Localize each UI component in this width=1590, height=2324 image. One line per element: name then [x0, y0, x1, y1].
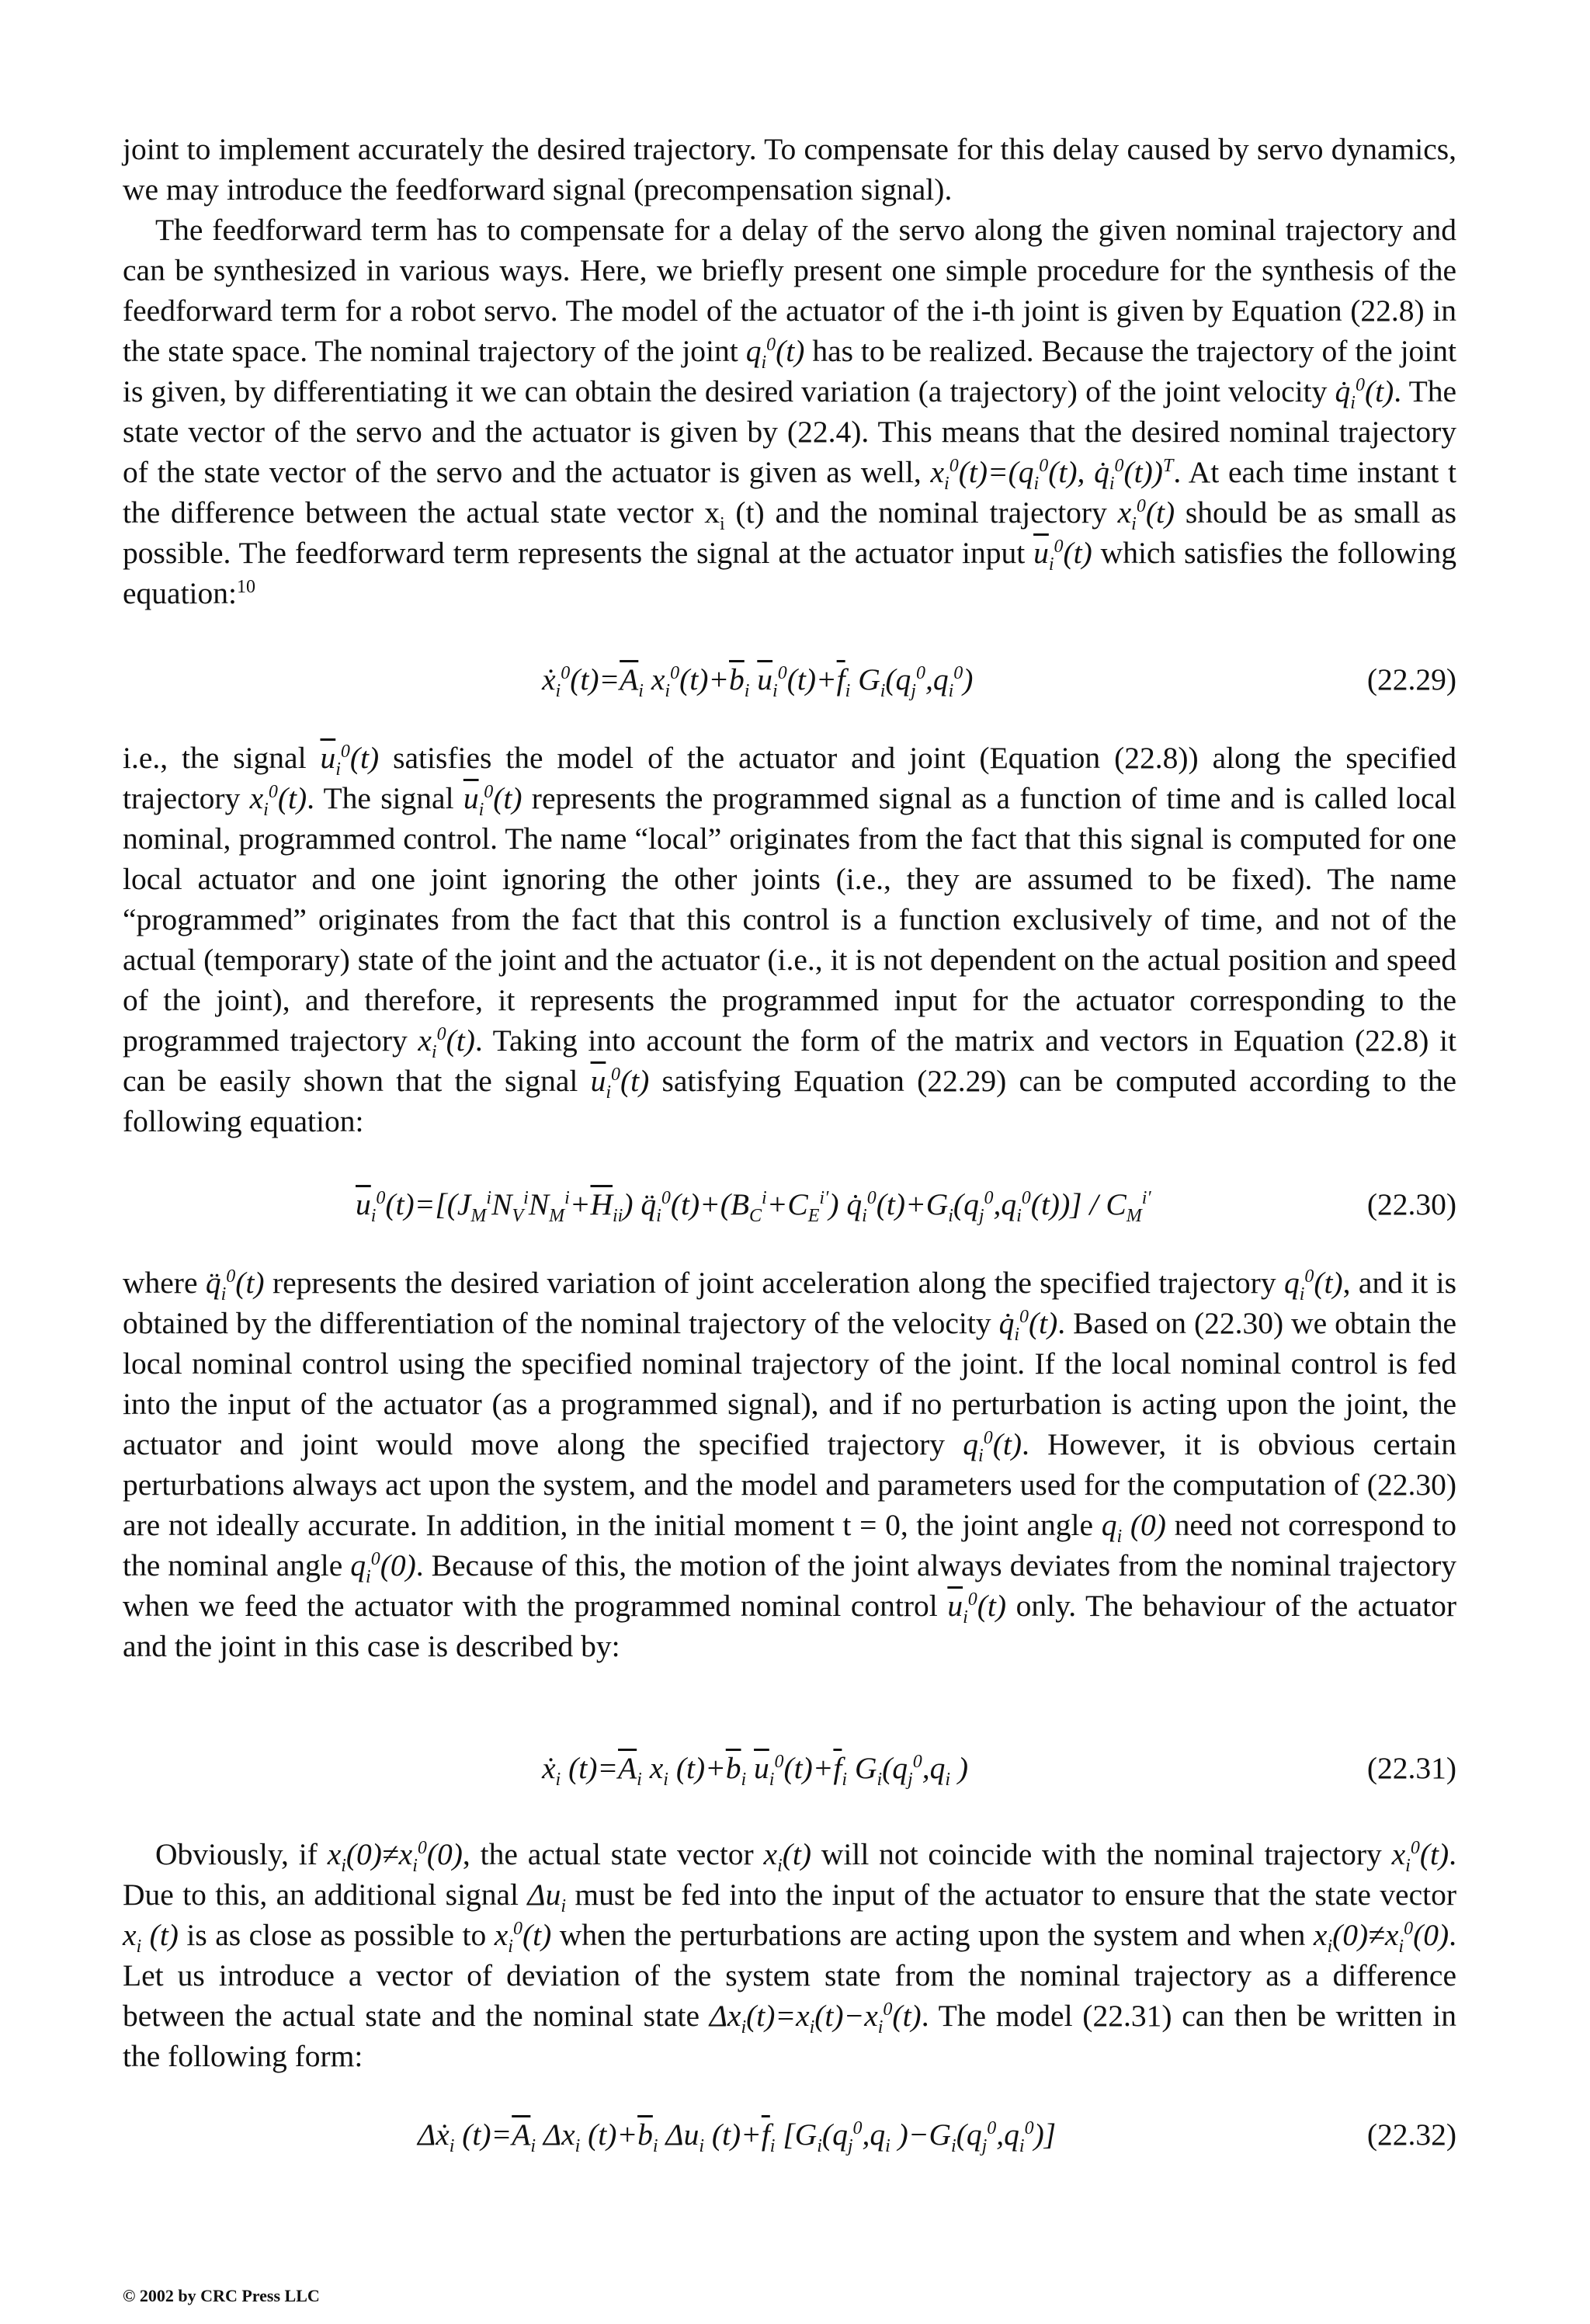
paragraph-5: Obviously, if $x_i(0)\ne x_i^0(0)$, the actual state vector $x_i(t)$ will not coincide with the nominal trajectory $x_i^0(t)$. Due to this, an additional signal $\Delta u_i$ must be fed into the input of the actuator to ensure that the state vector $x_i$ (t) is as close as possible to $x_i^0(t)$ when the perturbations are acting upon the system and when $x_i(0)\ne x_i^0(0)$. Let us introduce a vector of deviation of the system state from the nominal trajectory as a difference between the actual state and the nominal state $\Delta x_i(t)=x_i(t)-x_i^0(t)$. The model (22.31) can then be written in the following form:: [123, 1837, 1456, 2073]
equation-22-32: [123, 2117, 1456, 2163]
equation-expression: $\overline{u}_i^0(t)=[(J_M^iN_V^iN_M^i+\overline{H}_{ii})$ $q̈_i^0(t)+(B_C^i+C_E^{i'})$ $q̇_i^0(t)+G_i(q_j^0,q_i^0(t))] / C_M^{i'}$: [356, 1187, 1151, 1226]
equation-expression: ẋ$_i$ $(t)=\overline{A}_i$ $x_i$ $(t)+\overline{b}_i$ $\overline{u}_i^0(t)+\overline{f}_i$ $G_i(q_j^0,q_i$ ): [542, 1751, 969, 1790]
text-block-3: [123, 1263, 1456, 1666]
equation-22-31: [123, 1750, 1456, 1797]
text-block-4: [123, 1834, 1456, 2076]
copyright-footer: © 2002 by CRC Press LLC: [123, 2286, 320, 2305]
paragraph-3: i.e., the signal $\overline{u}_i^0(t)$ satisfies the model of the actuator and joint (Equation (22.8)) along the specified trajectory $x_i^0(t)$. The signal $\overline{u}_i^0(t)$ represents the programmed signal as a function of time and is called local nominal, programmed control. The name “local” originates from the fact that this signal is computed for one local actuator and one joint ignoring the other joints (i.e., they are assumed to be fixed). The name “programmed” originates from the fact that this control is a function exclusively of time, and not of the actual (temporary) state of the joint and the actuator (i.e., it is not dependent on the actual position and speed of the joint), and therefore, it represents the programmed input for the actuator corresponding to the programmed trajectory $x_i^0(t)$. Taking into account the form of the matrix and vectors in Equation (22.8) it can be easily shown that the signal $\overline{u}_i^0(t)$ satisfying Equation (22.29) can be computed according to the following equation:: [123, 741, 1457, 1138]
text-block-1: [123, 129, 1456, 613]
equation-number: (22.30): [1366, 1187, 1456, 1221]
equation-22-29: [123, 662, 1456, 708]
equation-22-30: [123, 1186, 1456, 1233]
equation-number: (22.31): [1366, 1751, 1456, 1785]
text-block-2: [123, 738, 1456, 1141]
equation-expression: Δẋ$_i$ $(t)=\overline{A}_i$ $\Delta x_i$ $(t)+\overline{b}_i$ $\Delta u_i$ $(t)+\overline{f}_i$ [$G_i(q_j^0,q_i$ )$-G_i(q_j^0,q_i^0)$]: [418, 2117, 1057, 2156]
equation-number: (22.29): [1366, 662, 1456, 697]
paragraph-1: joint to implement accurately the desired trajectory. To compensate for this delay caused by servo dynamics, we may introduce the feedforward signal (precompensation signal).: [123, 132, 1456, 207]
paragraph-2: The feedforward term has to compensate for a delay of the servo along the given nominal trajectory and can be synthesized in various ways. Here, we briefly present one simple procedure for the synthesis of the feedforward term for a robot servo. The model of the actuator of the i-th joint is given by Equation (22.8) in the state space. The nominal trajectory of the joint $q_i^0(t)$ has to be realized. Because the trajectory of the joint is given, by differentiating it we can obtain the desired variation (a trajectory) of the joint velocity $q̇_i^0(t)$. The state vector of the servo and the actuator is given by (22.4). This means that the desired nominal trajectory of the state vector of the servo and the actuator is given as well, $x_i^0(t)=(q_i^0(t)$, $q̇_i^0(t))^T$. At each time instant t the difference between the actual state vector $x_i$ (t) and the nominal trajectory $x_i^0(t)$ should be as small as possible. The feedforward term represents the signal at the actuator input $\overline{u}_i^0(t)$ which satisfies the following equation:$^{10}$: [123, 213, 1457, 610]
equation-number: (22.32): [1366, 2117, 1456, 2152]
equation-expression: $ẋ_i^0(t)=\overline{A}_i$ $x_i^0(t)+\overline{b}_i$ $\overline{u}_i^0(t)+\overline{f}_i$ $G_i(q_j^0,q_i^0)$: [542, 662, 974, 701]
paragraph-4: where $q̈_i^0(t)$ represents the desired variation of joint acceleration along the specified trajectory $q_i^0(t)$, and it is obtained by the differentiation of the nominal trajectory of the velocity $q̇_i^0(t)$. Based on (22.30) we obtain the local nominal control using the specified nominal trajectory of the joint. If the local nominal control is fed into the input of the actuator (as a programmed signal), and if no perturbation is acting upon the joint, the actuator and joint would move along the specified trajectory $q_i^0(t)$. However, it is obvious certain perturbations always act upon the system, and the model and parameters used for the computation of (22.30) are not ideally accurate. In addition, in the initial moment t = 0, the joint angle $q_i$ (0) need not correspond to the nominal angle $q_i^0(0)$. Because of this, the motion of the joint always deviates from the nominal trajectory when we feed the actuator with the programmed nominal control $\overline{u}_i^0(t)$ only. The behaviour of the actuator and the joint in this case is described by:: [123, 1266, 1457, 1663]
